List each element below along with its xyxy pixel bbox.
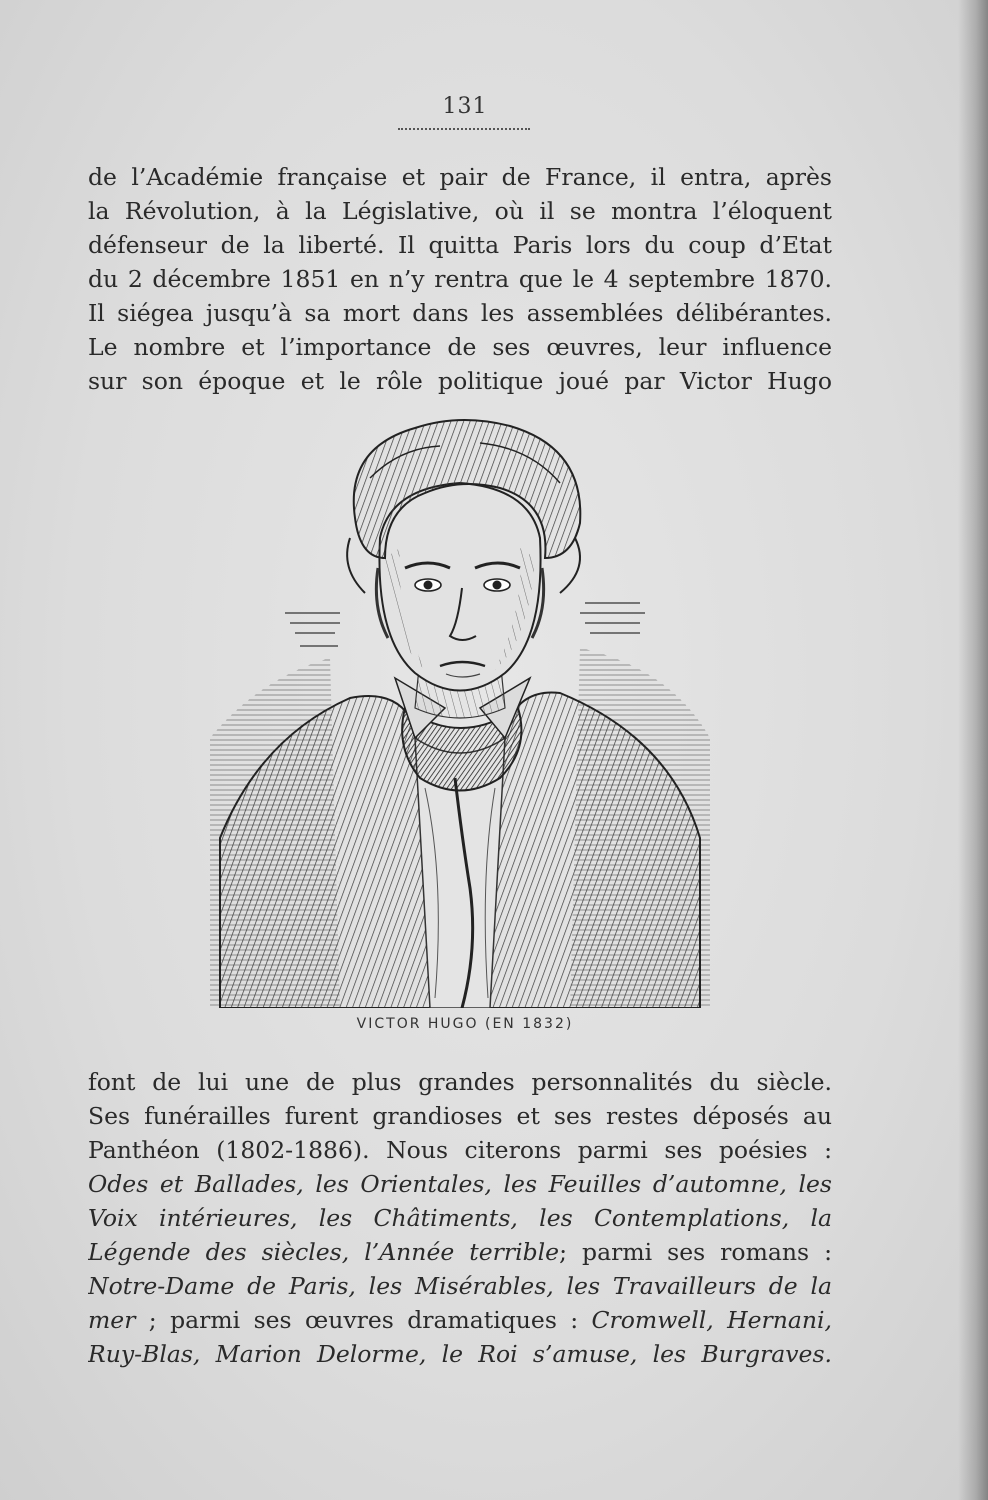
roman-text: ; parmi ses œuvres dramatiques : <box>135 1306 592 1334</box>
top-paragraph <box>88 160 832 398</box>
roman-text: ; parmi ses romans : <box>559 1238 832 1266</box>
text-line: Le nombre et l’importance de ses œuvres, leur influence <box>88 333 832 361</box>
text-line-italic: Ruy-Blas, Marion Delorme, le Roi s’amuse, les Burgraves. <box>88 1340 832 1368</box>
text-line: défenseur de la liberté. Il quitta Paris lors du coup d’Etat <box>88 231 832 259</box>
text-line: sur son époque et le rôle politique joué par Victor Hugo <box>88 367 832 395</box>
portrait-engraving <box>200 408 720 1008</box>
text-line: font de lui une de plus grandes personnalités du siècle. <box>88 1068 832 1096</box>
figure-caption: VICTOR HUGO (EN 1832) <box>356 1016 574 1032</box>
text-line: Ses funérailles furent grandioses et ses restes déposés au <box>88 1102 832 1130</box>
italic-titles: Cromwell, Hernani, <box>591 1306 832 1334</box>
text-line: de l’Académie française et pair de France, il entra, après <box>88 163 832 191</box>
page-number-rule <box>398 128 530 130</box>
text-line: la Révolution, à la Législative, où il se montra l’éloquent <box>88 197 832 225</box>
text-line: du 2 décembre 1851 en n’y rentra que le 4 septembre 1870. <box>88 265 832 293</box>
text-line: Il siégea jusqu’à sa mort dans les assemblées délibérantes. <box>88 299 832 327</box>
text-line-italic: Notre-Dame de Paris, les Misérables, les Travailleurs de la <box>88 1272 832 1300</box>
bottom-paragraph <box>88 1065 832 1371</box>
page-number: 131 <box>442 94 488 119</box>
text-line-mixed <box>88 1303 832 1337</box>
text-line-italic: Odes et Ballades, les Orientales, les Feuilles d’automne, les <box>88 1170 832 1198</box>
italic-titles: mer <box>88 1306 136 1334</box>
text-line-mixed <box>88 1235 832 1269</box>
text-line: Panthéon (1802-1886). Nous citerons parmi ses poésies : <box>88 1136 832 1164</box>
italic-titles: Légende des siècles, l’Année terrible <box>88 1238 560 1266</box>
page-edge-shadow <box>958 0 988 1500</box>
text-line-italic: Voix intérieures, les Châtiments, les Contemplations, la <box>88 1204 832 1232</box>
